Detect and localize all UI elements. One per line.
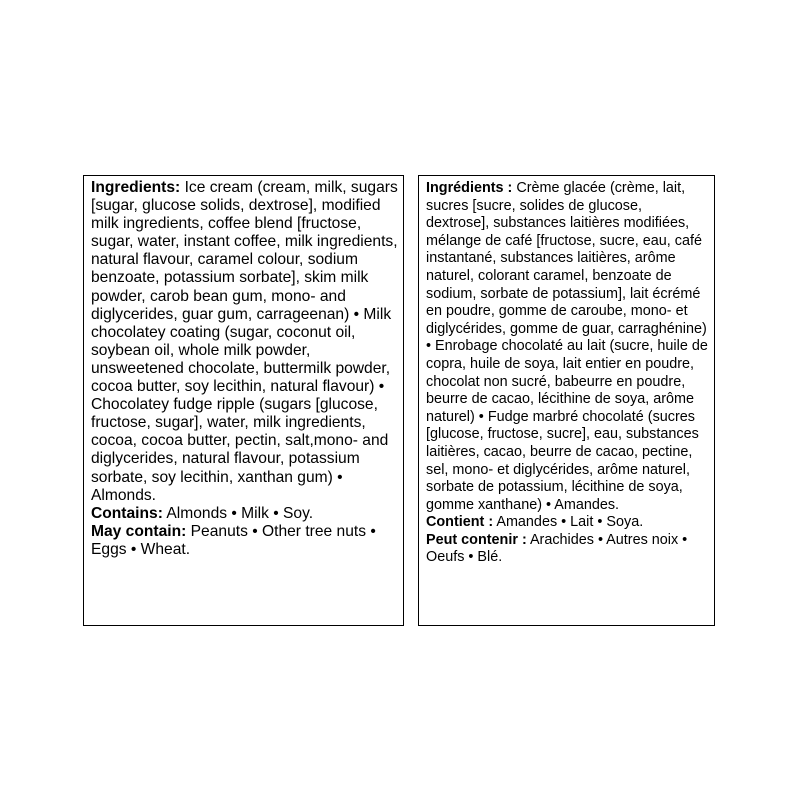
english-contains-label: Contains:: [91, 504, 163, 522]
french-ingredients-panel: [418, 175, 715, 626]
french-ingredients-paragraph: [426, 180, 709, 514]
english-may-contain-label: May contain:: [91, 522, 187, 540]
english-contains-line: [91, 505, 398, 523]
french-ingredients-text: Crème glacée (crème, lait, sucres [sucre, solides de glucose, dextrose], substances laitières modifiées, mélange de café [fructose, sucre, eau, café instantané, substances laitières, arôme naturel, colorant caramel, benzoate de sodium, sorbate de potassium], lait écrémé en poudre, gomme de caroube, mono- et diglycérides, gomme de guar, carraghénine) • Enrobage chocolaté au lait (sucre, huile de copra, huile de soya, lait entier en poudre, chocolat non sucré, babeurre en poudre, beurre de cacao, lécithine de soya, arôme naturel) • Fudge marbré chocolaté (sucres [glucose, fructose, sucre], eau, substances laitières, cacao, beurre de cacao, pectine, sel, mono- et diglycérides, arôme naturel, sorbate de potassium, lécithine de soya, gomme xanthane) • Amandes.: [426, 180, 708, 513]
french-may-contain-label: Peut contenir :: [426, 531, 527, 548]
english-ingredients-panel: [83, 175, 404, 626]
french-contains-text: Amandes • Lait • Soya.: [493, 514, 644, 531]
english-ingredients-label: Ingredients:: [91, 179, 181, 196]
english-ingredients-paragraph: [91, 179, 398, 505]
english-ingredients-text: Ice cream (cream, milk, sugars [sugar, glucose solids, dextrose], modified milk ingredients, coffee blend [fructose, sugar, water, instant coffee, milk ingredients, natural flavour, caramel colour, sodium benzoate, potassium sorbate], skim milk powder, carob bean gum, mono- and diglycerides, guar gum, carrageenan) • Milk chocolatey coating (sugar, coconut oil, soybean oil, whole milk powder, unsweetened chocolate, buttermilk powder, cocoa butter, soy lecithin, natural flavour) • Chocolatey fudge ripple (sugars [glucose, fructose, sugar], water, milk ingredients, cocoa, cocoa butter, pectin, salt,mono- and diglycerides, natural flavour, potassium sorbate, soy lecithin, xanthan gum) • Almonds.: [91, 179, 398, 504]
english-may-contain-line: [91, 523, 398, 559]
french-contains-line: [426, 514, 709, 532]
french-may-contain-text: Arachides • Autres noix • Oeufs • Blé.: [426, 531, 688, 566]
english-may-contain-text: Peanuts • Other tree nuts • Eggs • Wheat.: [91, 522, 376, 558]
french-contains-label: Contient :: [426, 514, 494, 531]
english-contains-text: Almonds • Milk • Soy.: [162, 504, 314, 522]
french-ingredients-label: Ingrédients :: [426, 180, 513, 196]
french-may-contain-line: [426, 532, 709, 567]
